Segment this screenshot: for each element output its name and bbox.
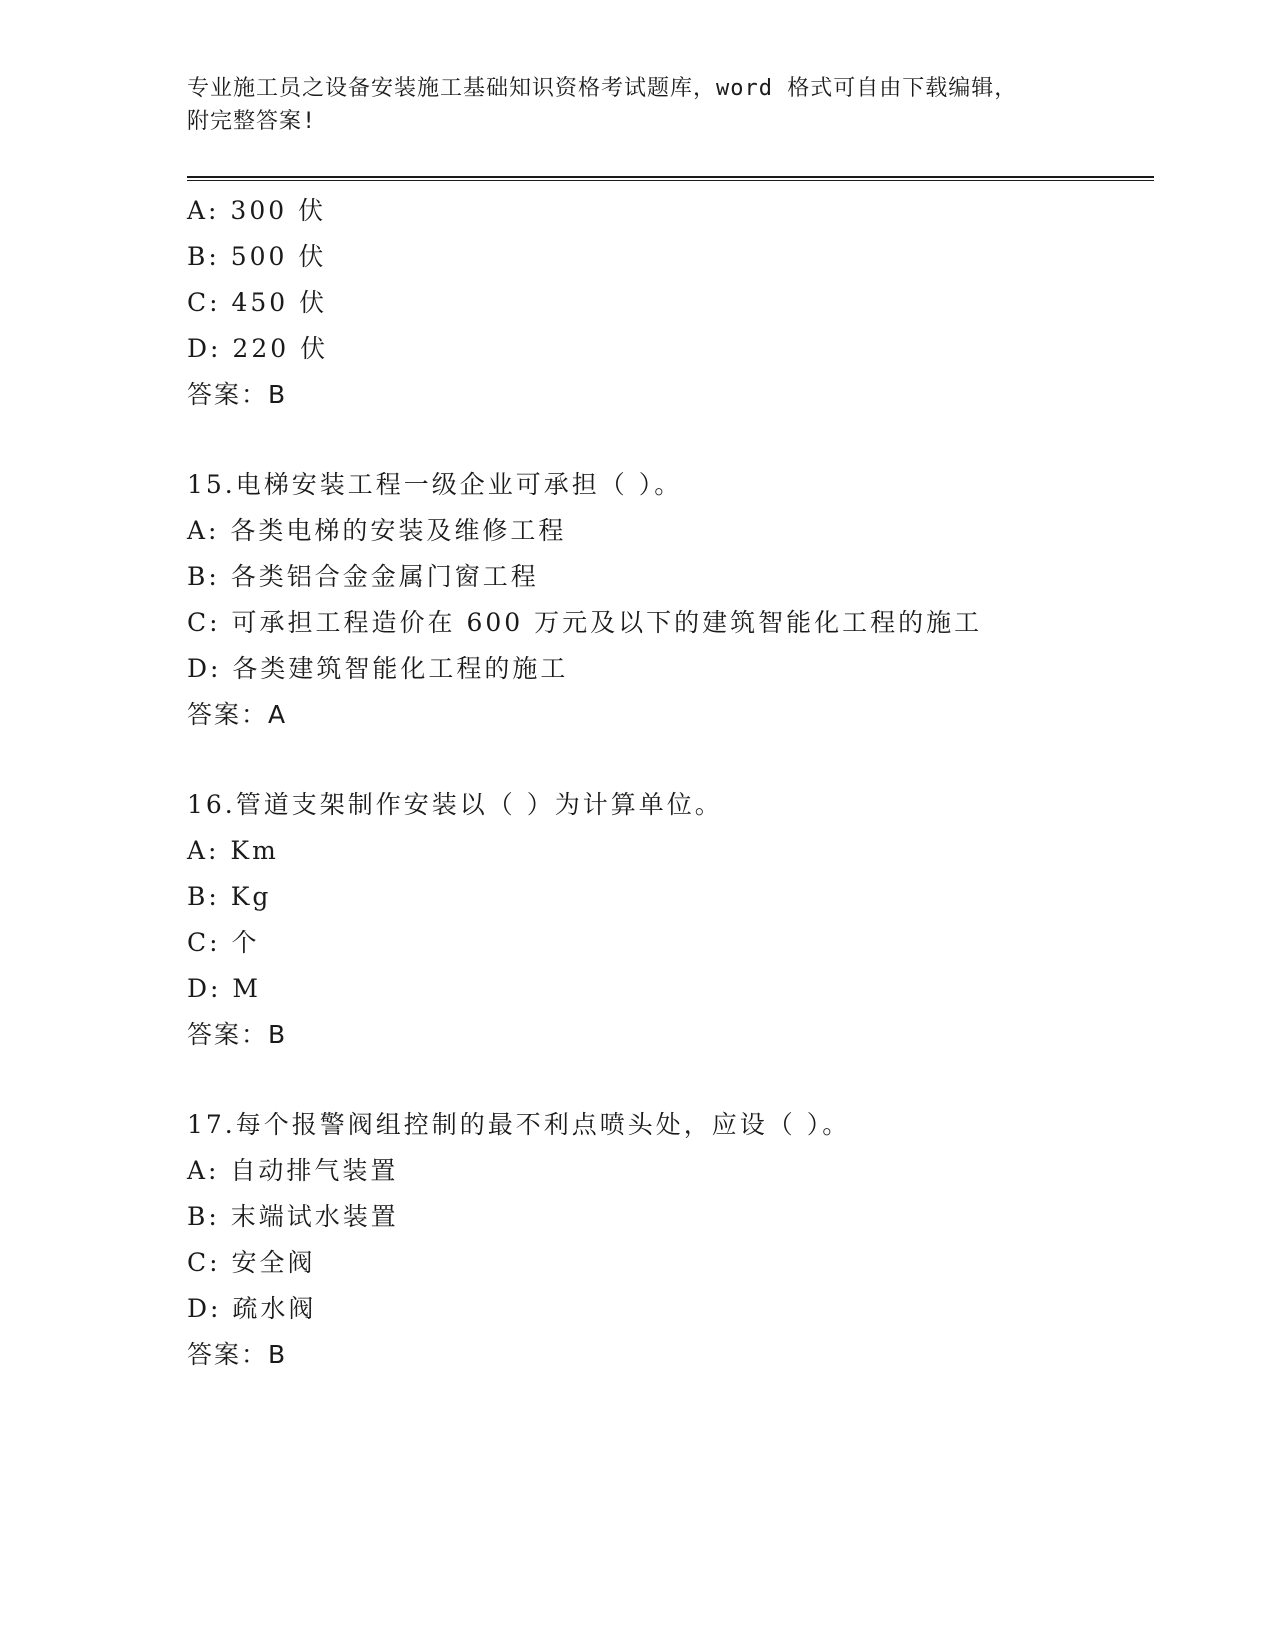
option-c: C: 个	[187, 928, 260, 957]
spacer	[187, 1058, 1154, 1102]
answer: 答案：B	[187, 1020, 288, 1049]
question-17	[187, 1102, 1154, 1378]
option-b: B: 500 伏	[187, 242, 327, 271]
option-a: A: Km	[187, 836, 279, 865]
answer: 答案：B	[187, 1340, 288, 1369]
option-d: D: M	[187, 974, 262, 1003]
question-text: 16.管道支架制作安装以（ ）为计算单位。	[187, 790, 723, 819]
option-b: B: Kg	[187, 882, 272, 911]
option-a: A: 各类电梯的安装及维修工程	[187, 516, 567, 545]
option-c: C: 安全阀	[187, 1248, 316, 1277]
option-d: D: 220 伏	[187, 334, 329, 363]
question-14	[187, 188, 1154, 418]
option-a: A: 自动排气装置	[187, 1156, 399, 1185]
answer: 答案：A	[187, 700, 288, 729]
spacer	[187, 738, 1154, 782]
option-d: D: 疏水阀	[187, 1294, 317, 1323]
document-header	[187, 72, 1067, 138]
question-text: 17.每个报警阀组控制的最不利点喷头处，应设（ ）。	[187, 1110, 851, 1139]
spacer	[187, 418, 1154, 462]
question-16	[187, 782, 1154, 1058]
question-list	[187, 188, 1154, 1378]
option-b: B: 各类铝合金金属门窗工程	[187, 562, 539, 591]
header-line-2: 附完整答案!	[187, 109, 317, 134]
option-d: D: 各类建筑智能化工程的施工	[187, 654, 569, 683]
option-b: B: 末端试水装置	[187, 1202, 399, 1231]
header-divider	[187, 176, 1154, 181]
header-line-1: 专业施工员之设备安装施工基础知识资格考试题库，word 格式可自由下载编辑，	[187, 76, 1018, 101]
option-c: C: 450 伏	[187, 288, 328, 317]
answer: 答案：B	[187, 380, 288, 409]
option-c: C: 可承担工程造价在 600 万元及以下的建筑智能化工程的施工	[187, 608, 983, 637]
option-a: A: 300 伏	[187, 196, 327, 225]
question-15	[187, 462, 1154, 738]
question-text: 15.电梯安装工程一级企业可承担（ ）。	[187, 470, 683, 499]
